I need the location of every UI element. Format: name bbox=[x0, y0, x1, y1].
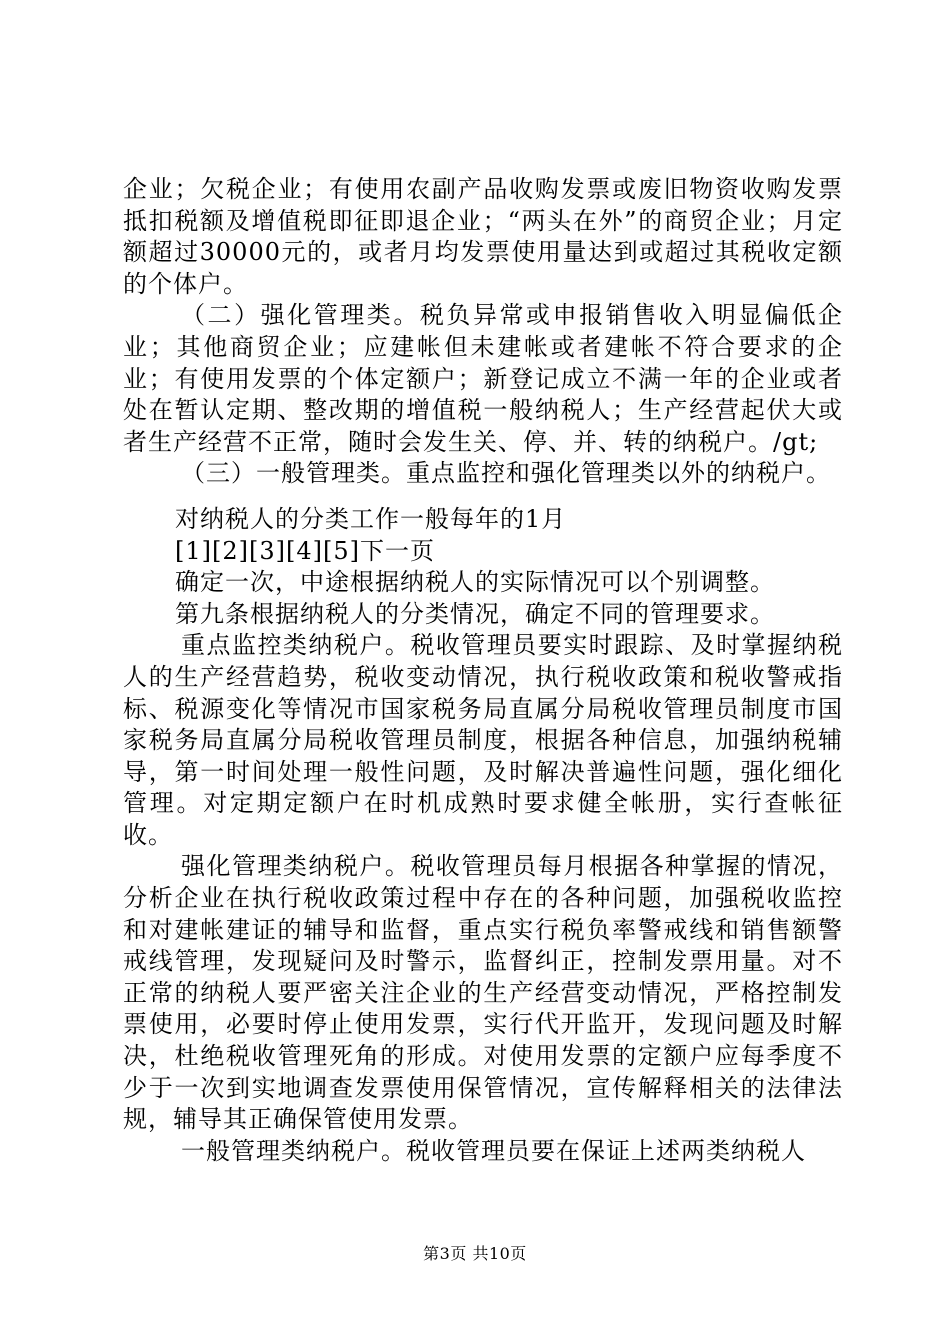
paragraph-key-monitoring: 重点监控类纳税户。税收管理员要实时跟踪、及时掌握纳税人的生产经营趋势，税收变动情况，执行税收政策和税收警戒指标、税源变化等情况市国家税务局直属分局税收管理员制度市国家税务局直属分局税收管理员制度，根据各种信息，加强纳税辅导，第一时间处理一般性问题，及时解决普遍性问题，强化细化管理。对定期定额户在时机成熟时要求健全帐册，实行查帐征收。 bbox=[123, 631, 843, 849]
paragraph-continuation: 企业；欠税企业；有使用农副产品收购发票或废旧物资收购发票抵扣税额及增值税即征即退企业；“两头在外”的商贸企业；月定额超过30000元的，或者月均发票使用量达到或超过其税收定额的个体户。 bbox=[123, 175, 843, 298]
paragraph-strengthen-category: （二）强化管理类。税负异常或申报销售收入明显偏低企业；其他商贸企业；应建帐但未建帐或者建帐不符合要求的企业；有使用发票的个体定额户；新登记成立不满一年的企业或者处在暂认定期、整改期的增值税一般纳税人；生产经营起伏大或者生产经营不正常，随时会发生关、停、并、转的纳税户。/gt; bbox=[123, 301, 843, 456]
page-number-footer: 第3页 共10页 bbox=[423, 1244, 527, 1263]
paragraph-article-nine: 第九条根据纳税人的分类情况，确定不同的管理要求。 bbox=[175, 599, 775, 628]
document-body bbox=[123, 174, 843, 1167]
paragraph-general-management: 一般管理类纳税户。税收管理员要在保证上述两类纳税人 bbox=[181, 1136, 806, 1165]
paragraph-general-category: （三）一般管理类。重点监控和强化管理类以外的纳税户。 bbox=[181, 459, 831, 488]
paragraph-adjustment: 确定一次，中途根据纳税人的实际情况可以个别调整。 bbox=[175, 568, 775, 597]
paragraph-strengthen-management: 强化管理类纳税户。税收管理员每月根据各种掌握的情况，分析企业在执行税收政策过程中存在的各种问题，加强税收监控和对建帐建证的辅导和监督，重点实行税负率警戒线和销售额警戒线管理，发现疑问及时警示，监督纠正，控制发票用量。对不正常的纳税人要严密关注企业的生产经营变动情况，严格控制发票使用，必要时停止使用发票，实行代开监开，发现问题及时解决，杜绝税收管理死角的形成。对使用发票的定额户应每季度不少于一次到实地调查发票使用保管情况，宣传解释相关的法律法规，辅导其正确保管使用发票。 bbox=[123, 852, 843, 1134]
pagination-links[interactable]: [1][2][3][4][5]下一页 bbox=[175, 536, 435, 565]
paragraph-classification-timing: 对纳税人的分类工作一般每年的1月 bbox=[175, 504, 567, 533]
